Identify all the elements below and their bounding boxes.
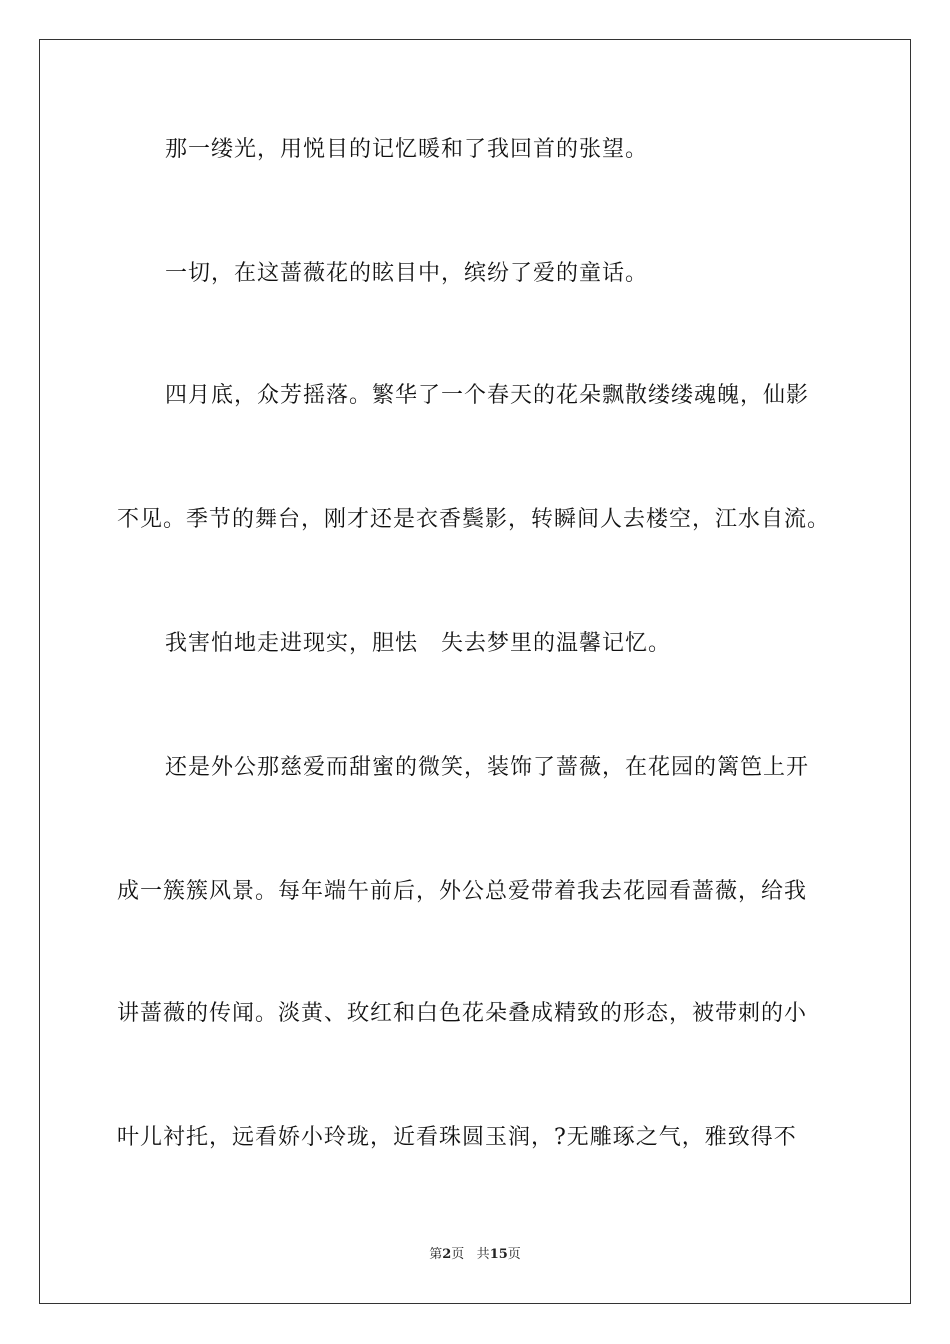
paragraph-line: 四月底，众芳摇落。繁华了一个春天的花朵飘散缕缕魂魄，仙影	[165, 383, 810, 408]
page-footer	[0, 1246, 950, 1264]
page-frame	[39, 39, 911, 1304]
footer-total-suffix: 页	[507, 1247, 521, 1262]
paragraph-line: 那一缕光，用悦目的记忆暖和了我回首的张望。	[165, 137, 649, 162]
footer-total-pages: 15	[489, 1247, 508, 1262]
paragraph-line: 成一簇簇风景。每年端午前后，外公总爱带着我去花园看蔷薇，给我	[117, 879, 808, 904]
footer-page-suffix: 页	[451, 1247, 465, 1262]
footer-total-prefix: 共	[476, 1247, 490, 1262]
footer-page-number: 2	[442, 1247, 452, 1262]
footer-prefix: 第	[429, 1247, 443, 1262]
paragraph-line: 我害怕地走进现实，胆怯 失去梦里的温馨记忆。	[165, 631, 672, 656]
paragraph-line: 讲蔷薇的传闻。淡黄、玫红和白色花朵叠成精致的形态，被带刺的小	[117, 1001, 808, 1026]
paragraph-line: 一切，在这蔷薇花的眩目中，缤纷了爱的童话。	[165, 261, 649, 286]
paragraph-line: 还是外公那慈爱而甜蜜的微笑，装饰了蔷薇，在花园的篱笆上开	[165, 755, 810, 780]
paragraph-line: 不见。季节的舞台，刚才还是衣香鬓影，转瞬间人去楼空，江水自流。	[117, 507, 831, 532]
paragraph-line: 叶儿衬托，远看娇小玲珑，近看珠圆玉润，?无雕琢之气，雅致得不	[117, 1125, 797, 1150]
